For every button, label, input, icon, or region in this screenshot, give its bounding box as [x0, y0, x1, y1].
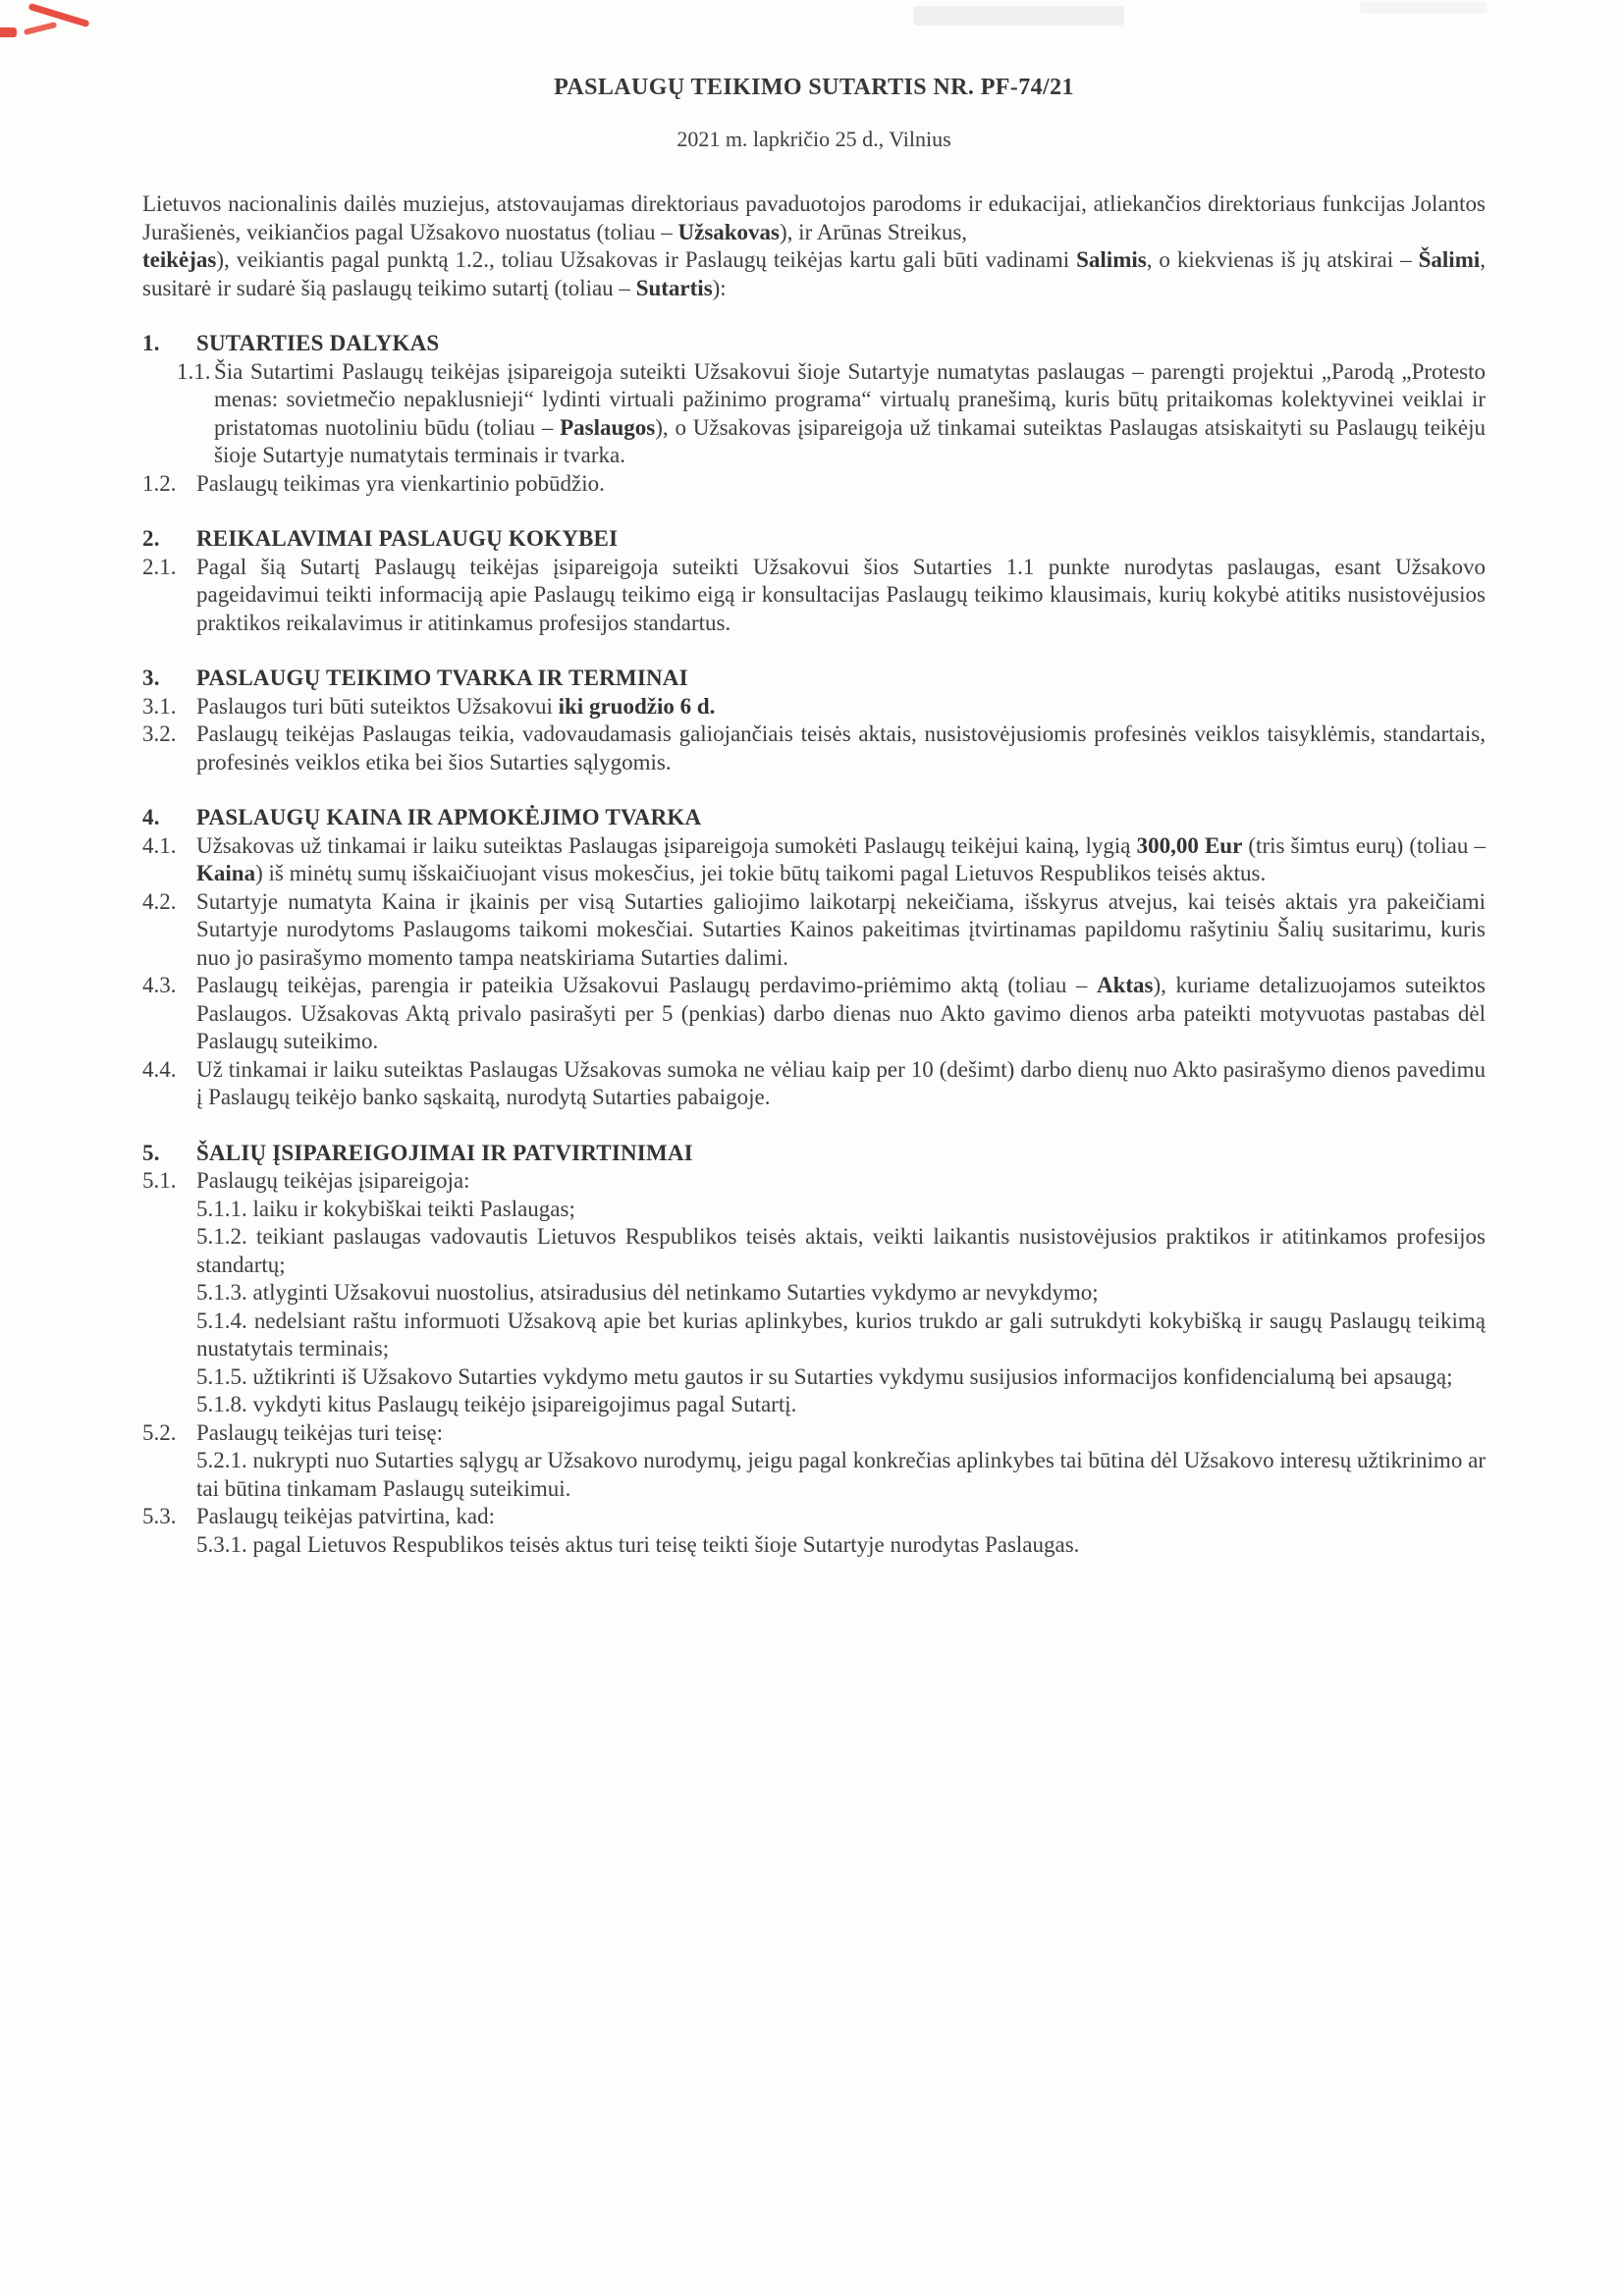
section-number: 1. [142, 331, 160, 355]
clause-body [196, 1167, 1486, 1419]
clause-number: 1.2. [142, 470, 177, 496]
section-heading [142, 330, 1486, 358]
clause [142, 693, 1486, 721]
subclause-number: 5.2.1. [196, 1448, 247, 1472]
clause-text: Paslaugų teikimas yra vienkartinio pobūdžio. [196, 470, 605, 496]
section-heading [142, 665, 1486, 693]
section-title: PASLAUGŲ TEIKIMO TVARKA IR TERMINAI [196, 666, 688, 690]
subclause: 5.1.3. atlyginti Užsakovui nuostolius, atsiradusius dėl netinkamo Sutarties vykdymo ar nevykdymo; [196, 1280, 1099, 1305]
contract-section [142, 804, 1486, 1112]
red-pen-mark-icon [24, 22, 57, 35]
section-heading [142, 1140, 1486, 1168]
scan-smudge [1360, 2, 1488, 14]
clause [142, 832, 1486, 888]
clause-body [196, 972, 1486, 1056]
subclause-number: 5.1.8. [196, 1392, 247, 1416]
clause-number: 5.3. [142, 1504, 177, 1528]
section-title: REIKALAVIMAI PASLAUGŲ KOKYBEI [196, 526, 619, 551]
subclause-number: 5.1.4. [196, 1308, 247, 1333]
clause-body [196, 693, 1486, 721]
subclause-number: 5.1.5. [196, 1363, 247, 1389]
clause-text: Pagal šią Sutartį Paslaugų teikėjas įsipareigoja suteikti Užsakovui šios Sutarties 1.1 punkte nurodytas paslaugas, esant Užsakovo pageidavimui teikti informaciją apie Paslaugų teikimo eigą ir konsultacijas Paslaugų teikimo klausimais, kurių kokybė atitiks nusistovėjusios praktikos reikalavimus ir atitinkamus profesijos standartus. [196, 554, 1486, 635]
section-heading [142, 525, 1486, 554]
contract-section [142, 1140, 1486, 1560]
clause-text: Paslaugų teikėjas Paslaugas teikia, vadovaudamasis galiojančiais teisės aktais, nusistovėjusiomis profesinės veiklos taisyklėmis, standartais, profesinės veiklos etika bei šios Sutarties sąlygomis. [196, 721, 1486, 774]
clause-body [196, 470, 1486, 499]
section-title: PASLAUGŲ KAINA IR APMOKĖJIMO TVARKA [196, 805, 702, 829]
clause-text: Šia Sutartimi Paslaugų teikėjas įsipareigoja suteikti Užsakovui šioje Sutartyje numatytas paslaugas – parengti projektui „Parodą „Protesto menas: sovietmečio nepaklusnieji“ lydinti virtuali pažinimo programa“ virtualų pranešimą, kuris būtų pritaikomas kolektyvinei veiklai ir pristatomas nuotoliniu būdu (toliau – Paslaugos), o Užsakovas įsipareigoja už tinkamai suteiktas Paslaugas atsiskaityti su Paslaugų teikėju šioje Sutartyje numatytais terminais ir tvarka. [214, 358, 1486, 467]
subclause-number: 5.1.3. [196, 1280, 247, 1305]
document-title: PASLAUGŲ TEIKIMO SUTARTIS NR. PF-74/21 [554, 75, 1074, 100]
section-title: SUTARTIES DALYKAS [196, 331, 440, 355]
clause-number: 4.1. [142, 832, 177, 858]
clause-text: Už tinkamai ir laiku suteiktas Paslaugas Užsakovas sumoka ne vėliau kaip per 10 (dešimt) darbo dienų nuo Akto pasirašymo dienos pavedimu į Paslaugų teikėjo banko sąskaitą, nurodytą Sutarties pabaigoje. [196, 1056, 1486, 1109]
subclause-number: 5.1.1. [196, 1196, 247, 1221]
subclause-number: 5.1.2. [196, 1224, 247, 1249]
contract-section [142, 525, 1486, 637]
clause-number: 2.1. [142, 554, 177, 579]
subclause-number: 5.3.1. [196, 1531, 247, 1557]
clause-number: 3.2. [142, 721, 177, 746]
clause-body [196, 554, 1486, 638]
clause-text: Paslaugų teikėjas patvirtina, kad: [196, 1504, 496, 1528]
clause-number: 1.1. [177, 358, 211, 384]
clause [142, 972, 1486, 1056]
clause-number: 4.3. [142, 973, 177, 997]
subclause: 5.1.1. laiku ir kokybiškai teikti Paslaugas; [196, 1196, 575, 1221]
clause-number: 5.2. [142, 1419, 177, 1445]
clause-body [214, 358, 1486, 470]
contract-section [142, 330, 1486, 498]
clause-body [196, 1419, 1486, 1504]
clause-text: Sutartyje numatyta Kaina ir įkainis per visą Sutarties galiojimo laikotarpį nekeičiama, išskyrus atvejus, kai teisės aktais yra pakeičiami Sutartyje nurodytoms Paslaugoms taikomi mokesčiai. Sutarties Kainos pakeitimas įtvirtinamas papildomu rašytiniu Šalių susitarimu, kuris nuo jo pasirašymo momento tampa neatskiriama Sutarties dalimi. [196, 888, 1486, 970]
clause-number: 4.4. [142, 1056, 177, 1082]
clause-text: Paslaugų teikėjas įsipareigoja: [196, 1168, 470, 1193]
clause-text: Užsakovas už tinkamai ir laiku suteiktas Paslaugas įsipareigoja sumokėti Paslaugų teikėjui kainą, lygią 300,00 Eur (tris šimtus eurų) (toliau – Kaina) iš minėtų sumų išskaičiuojant visus mokesčius, jei tokie būtų taikomi pagal Lietuvos Respublikos teisės aktus. [196, 832, 1486, 885]
document-content [142, 73, 1486, 1559]
section-number: 2. [142, 526, 160, 551]
section-number: 4. [142, 805, 160, 829]
subclause: 5.2.1. nukrypti nuo Sutarties sąlygų ar Užsakovo nurodymų, jeigu pagal konkrečias aplinkybes tai būtina dėl Užsakovo interesų užtikrinimo ar tai būtina tinkamam Paslaugų suteikimui. [196, 1448, 1486, 1501]
clause [142, 1419, 1486, 1504]
subclause: 5.3.1. pagal Lietuvos Respublikos teisės aktus turi teisę teikti šioje Sutartyje nurodytas Paslaugas. [196, 1531, 1080, 1557]
clause-number: 4.2. [142, 888, 177, 914]
section-number: 5. [142, 1140, 160, 1165]
subclause: 5.1.8. vykdyti kitus Paslaugų teikėjo įsipareigojimus pagal Sutartį. [196, 1392, 797, 1416]
intro-paragraphs [142, 190, 1486, 302]
clause [142, 1503, 1486, 1559]
clause-number: 3.1. [142, 693, 177, 719]
clause-body [196, 832, 1486, 888]
red-pen-mark-icon [27, 3, 89, 27]
clause-text: Paslaugų teikėjas, parengia ir pateikia Užsakovui Paslaugų perdavimo-priėmimo aktą (toliau – Aktas), kuriame detalizuojamos suteiktos Paslaugos. Užsakovas Aktą privalo pasirašyti per 5 (penkias) darbo dienas nuo Akto gavimo dienos arba pateikti motyvuotas pastabas dėl Paslaugų suteikimo. [196, 973, 1486, 1053]
contract-section [142, 665, 1486, 776]
clause-body [196, 1056, 1486, 1112]
subclause: 5.1.5. užtikrinti iš Užsakovo Sutarties vykdymo metu gautos ir su Sutarties vykdymu susijusios informacijos konfidencialumą bei apsaugą; [196, 1363, 1453, 1389]
sections-container [142, 330, 1486, 1559]
intro-paragraph: teikėjas), veikiantis pagal punktą 1.2., toliau Užsakovas ir Paslaugų teikėjas kartu gali būti vadinami Salimis, o kiekvienas iš jų atskirai – Šalimi, susitarė ir sudarė šią paslaugų teikimo sutartį (toliau – Sutartis): [142, 247, 1486, 300]
clause-text: Paslaugų teikėjas turi teisę: [196, 1419, 444, 1445]
subclause: 5.1.2. teikiant paslaugas vadovautis Lietuvos Respublikos teisės aktais, veikti laikantis nusistovėjusios praktikos ir atitinkamos profesijos standartų; [196, 1224, 1486, 1277]
red-edge-mark-icon [0, 27, 17, 37]
clause [177, 358, 1486, 470]
clause-text: Paslaugos turi būti suteiktos Užsakovui iki gruodžio 6 d. [196, 693, 716, 719]
clause-body [196, 1503, 1486, 1559]
clause [142, 1056, 1486, 1112]
clause [142, 554, 1486, 638]
clause [142, 1167, 1486, 1419]
section-title: ŠALIŲ ĮSIPAREIGOJIMAI IR PATVIRTINIMAI [196, 1140, 693, 1165]
clause-body [196, 721, 1486, 776]
scan-smudge [913, 6, 1124, 26]
clause-body [196, 888, 1486, 973]
subclause: 5.1.4. nedelsiant raštu informuoti Užsakovą apie bet kurias aplinkybes, kurios trukdo ar gali sutrukdyti kokybišką ir saugų Paslaugų teikimą nustatytais terminais; [196, 1308, 1486, 1361]
section-number: 3. [142, 666, 160, 690]
clause [142, 721, 1486, 776]
clause [142, 888, 1486, 973]
clause [142, 470, 1486, 499]
section-heading [142, 804, 1486, 832]
intro-paragraph: Lietuvos nacionalinis dailės muziejus, atstovaujamas direktoriaus pavaduotojos parodoms ir edukacijai, atliekančios direktoriaus funkcijas Jolantos Jurašienės, veikiančios pagal Užsakovo nuostatus (toliau – Užsakovas), ir Arūnas Streikus, [142, 191, 1486, 244]
clause-number: 5.1. [142, 1168, 177, 1193]
document-date-line: 2021 m. lapkričio 25 d., Vilnius [676, 127, 951, 151]
